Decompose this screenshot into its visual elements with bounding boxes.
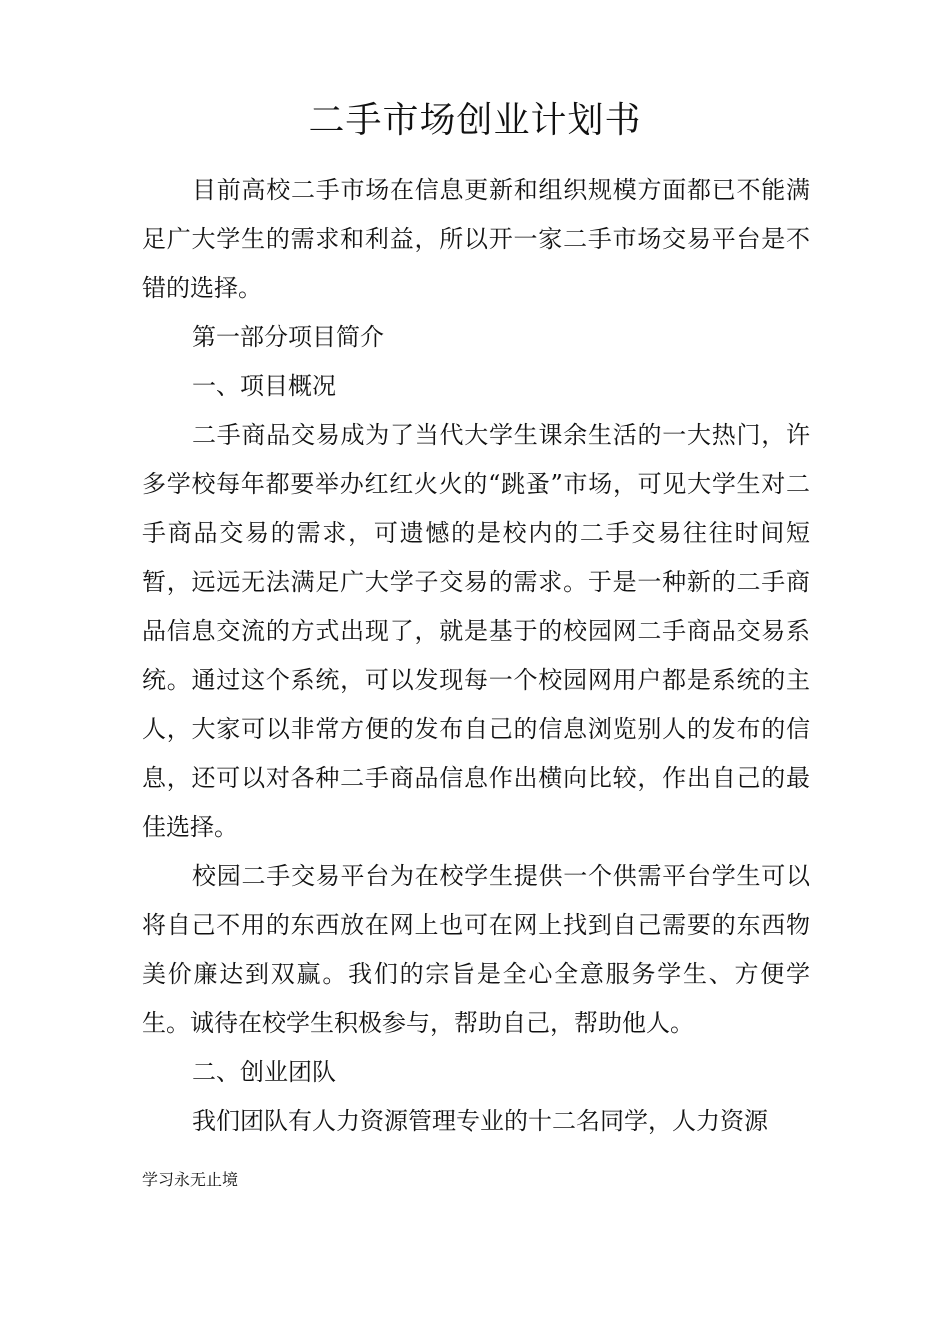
team-paragraph: 我们团队有人力资源管理专业的十二名同学，人力资源: [192, 1107, 768, 1135]
intro-paragraph: 目前高校二手市场在信息更新和组织规模方面都已不能满足广大学生的需求和利益，所以开一家二手市场交易平台是不错的选择。: [142, 176, 810, 302]
platform-paragraph: 校园二手交易平台为在校学生提供一个供需平台学生可以将自己不用的东西放在网上也可在网上找到自己需要的东西物美价廉达到双赢。我们的宗旨是全心全意服务学生、方便学生。诚待在校学生积极参与，帮助自己，帮助他人。: [142, 862, 810, 1037]
document-body: [142, 166, 810, 1146]
section-heading-overview: 一、项目概况: [192, 372, 336, 400]
overview-paragraph: 二手商品交易成为了当代大学生课余生活的一大热门，许多学校每年都要举办红红火火的“跳蚤”市场，可见大学生对二手商品交易的需求，可遗憾的是校内的二手交易往往时间短暂，远远无法满足广大学子交易的需求。于是一种新的二手商品信息交流的方式出现了，就是基于的校园网二手商品交易系统。通过这个系统，可以发现每一个校园网用户都是系统的主人，大家可以非常方便的发布自己的信息浏览别人的发布的信息，还可以对各种二手商品信息作出横向比较，作出自己的最佳选择。: [142, 421, 810, 841]
section-heading-team: 二、创业团队: [192, 1058, 336, 1086]
page-footer: 学习永无止境: [142, 1170, 239, 1189]
document-title: 二手市场创业计划书: [308, 100, 642, 141]
section-heading-part-one: 第一部分项目简介: [192, 323, 384, 351]
